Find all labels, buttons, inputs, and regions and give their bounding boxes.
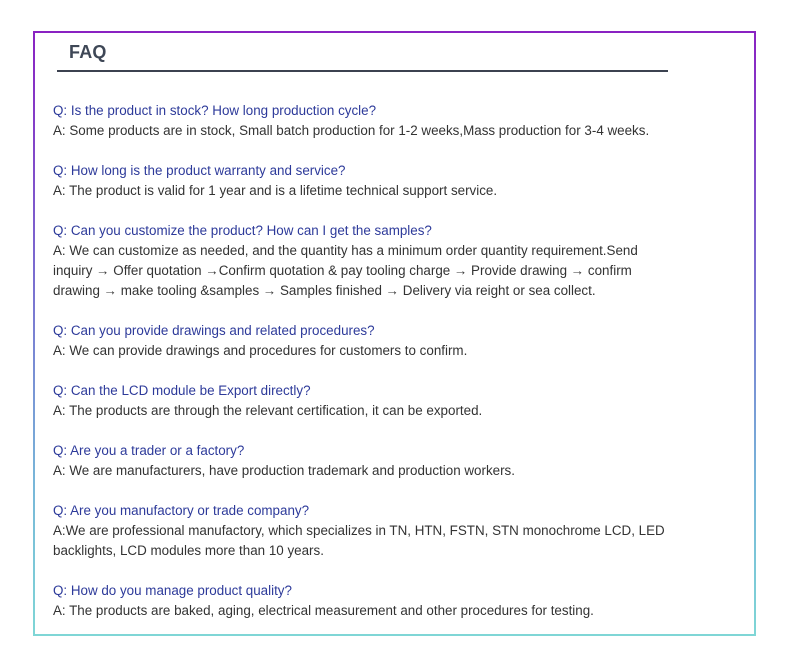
faq-panel [35, 33, 754, 634]
faq-item [53, 441, 673, 481]
faq-answer: A: We can customize as needed, and the quantity has a minimum order quantity requirement.Send inquiry → Offer quotation →Confirm quotation & pay tooling charge → Provide drawing → confirm drawing → make tooling &samples → Samples finished → Delivery via reight or sea collect. [53, 243, 638, 298]
faq-answer: A: The products are baked, aging, electrical measurement and other procedures for testing. [53, 603, 594, 618]
faq-title: FAQ [69, 42, 107, 62]
faq-question: Q: Are you a trader or a factory? [53, 443, 245, 458]
faq-answer: A: Some products are in stock, Small batch production for 1-2 weeks,Mass production for 3-4 weeks. [53, 123, 650, 138]
faq-item [53, 161, 673, 201]
faq-answer: A: We are manufacturers, have production trademark and production workers. [53, 463, 515, 478]
faq-list [53, 101, 673, 641]
faq-question: Q: How long is the product warranty and service? [53, 163, 346, 178]
faq-question: Q: How do you manage product quality? [53, 583, 292, 598]
faq-question: Q: Is the product in stock? How long production cycle? [53, 103, 377, 118]
faq-section [33, 31, 756, 636]
faq-question: Q: Are you manufactory or trade company? [53, 503, 310, 518]
faq-item [53, 221, 673, 301]
faq-item [53, 581, 673, 621]
faq-item [53, 381, 673, 421]
faq-answer: A: We can provide drawings and procedures for customers to confirm. [53, 343, 468, 358]
faq-question: Q: Can you provide drawings and related procedures? [53, 323, 375, 338]
title-divider [57, 70, 668, 72]
faq-question: Q: Can you customize the product? How can I get the samples? [53, 223, 432, 238]
faq-answer: A:We are professional manufactory, which specializes in TN, HTN, FSTN, STN monochrome LCD, LED backlights, LCD modules more than 10 years. [53, 523, 665, 558]
faq-item [53, 321, 673, 361]
faq-item [53, 101, 673, 141]
faq-answer: A: The products are through the relevant certification, it can be exported. [53, 403, 483, 418]
faq-answer: A: The product is valid for 1 year and is a lifetime technical support service. [53, 183, 498, 198]
faq-question: Q: Can the LCD module be Export directly? [53, 383, 311, 398]
faq-item [53, 501, 673, 561]
